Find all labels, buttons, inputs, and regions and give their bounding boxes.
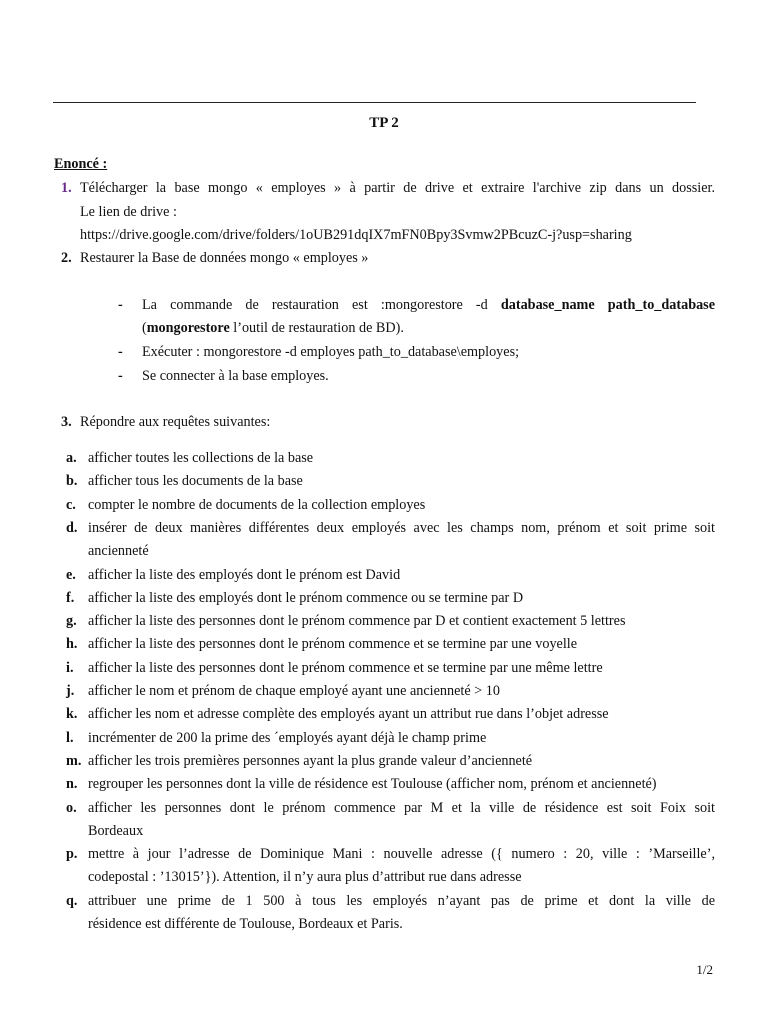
question-letter: n. bbox=[66, 776, 78, 793]
item-1-line-1: Télécharger la base mongo « employes » à partir de drive et extraire l'archive zip dans un dossier. bbox=[80, 180, 715, 196]
question-letter: g. bbox=[66, 613, 77, 630]
question-letter: k. bbox=[66, 706, 78, 723]
question-letter: a. bbox=[66, 450, 77, 466]
question-letter: o. bbox=[66, 799, 77, 816]
question-text: afficher la liste des personnes dont le prénom commence par D et contient exactement 5 lettres bbox=[88, 613, 626, 630]
page-number: 1/2 bbox=[696, 962, 713, 977]
question-letter: l. bbox=[66, 729, 74, 746]
question-letter: q. bbox=[66, 892, 78, 909]
question-text-continuation: résidence est différente de Toulouse, Bordeaux et Paris. bbox=[88, 916, 403, 932]
question-text: afficher les personnes dont le prénom commence par M et la ville de résidence est soit Foix soit bbox=[88, 799, 715, 816]
question-text: afficher la liste des employés dont le prénom commence ou se termine par D bbox=[88, 589, 524, 606]
question-letter: b. bbox=[66, 473, 78, 490]
enonce-heading: Enoncé : bbox=[54, 156, 108, 172]
connect-line: Se connecter à la base employes. bbox=[142, 368, 329, 384]
question-text: mettre à jour l’adresse de Dominique Mani : nouvelle adresse ({ numero : 20, ville : ’Marseille’, bbox=[88, 846, 715, 863]
question-text-continuation: Bordeaux bbox=[88, 822, 144, 839]
question-text: afficher les nom et adresse complète des employés ayant un attribut rue dans l’objet adresse bbox=[88, 706, 609, 723]
question-text: afficher toutes les collections de la base bbox=[88, 450, 314, 466]
question-text: insérer de deux manières différentes deux employés avec les champs nom, prénom et soit prime soit bbox=[88, 519, 715, 536]
item-1-line-2: Le lien de drive : bbox=[80, 204, 177, 220]
execute-command-line: Exécuter : mongorestore -d employes path_to_database\employes; bbox=[142, 344, 520, 360]
question-letter: m. bbox=[66, 752, 82, 769]
question-letter: c. bbox=[66, 496, 76, 513]
question-text: afficher tous les documents de la base bbox=[88, 473, 303, 490]
question-letter: h. bbox=[66, 636, 78, 653]
question-text-continuation: ancienneté bbox=[88, 543, 149, 560]
question-text: incrémenter de 200 la prime des ´employés ayant déjà le champ prime bbox=[88, 729, 487, 746]
item-number-1: 1. bbox=[61, 180, 72, 196]
question-letter: e. bbox=[66, 566, 76, 583]
question-text: afficher la liste des employés dont le prénom est David bbox=[88, 566, 401, 583]
drive-link[interactable]: https://drive.google.com/drive/folders/1oUB291dqIX7mFN0Bpy3Svmw2PBcuzC-j?usp=sharing bbox=[80, 227, 632, 243]
item-2-text: Restaurer la Base de données mongo « employes » bbox=[80, 250, 369, 266]
top-divider bbox=[53, 102, 696, 103]
question-text: afficher la liste des personnes dont le prénom commence et se termine par une même lettre bbox=[88, 659, 603, 676]
page-title: TP 2 bbox=[369, 115, 399, 131]
question-letter: f. bbox=[66, 589, 75, 606]
bullet-dash: - bbox=[118, 297, 123, 313]
restore-command-note: (mongorestore l’outil de restauration de BD). bbox=[142, 320, 404, 336]
question-text: regrouper les personnes dont la ville de résidence est Toulouse (afficher nom, prénom et ancienneté) bbox=[88, 776, 657, 793]
question-text: compter le nombre de documents de la collection employes bbox=[88, 496, 426, 513]
question-text: afficher la liste des personnes dont le prénom commence et se termine par une voyelle bbox=[88, 636, 578, 653]
question-letter: p. bbox=[66, 846, 78, 863]
question-text: attribuer une prime de 1 500 à tous les employés n’ayant pas de prime et dont la ville de bbox=[88, 892, 715, 909]
bullet-dash: - bbox=[118, 368, 123, 384]
question-text: afficher le nom et prénom de chaque employé ayant une ancienneté > 10 bbox=[88, 683, 500, 699]
item-number-2: 2. bbox=[61, 250, 72, 266]
item-3-text: Répondre aux requêtes suivantes: bbox=[80, 414, 271, 430]
question-text: afficher les trois premières personnes ayant la plus grande valeur d’ancienneté bbox=[88, 752, 533, 769]
question-letter: d. bbox=[66, 519, 78, 536]
bullet-dash: - bbox=[118, 344, 123, 360]
restore-command-line: La commande de restauration est :mongorestore -d database_name path_to_database bbox=[142, 297, 715, 313]
question-letter: i. bbox=[66, 659, 74, 676]
item-number-3: 3. bbox=[61, 414, 72, 430]
question-text-continuation: codepostal : ’13015’}). Attention, il n’y aura plus d’attribut rue dans adresse bbox=[88, 869, 522, 886]
question-letter: j. bbox=[66, 683, 75, 699]
